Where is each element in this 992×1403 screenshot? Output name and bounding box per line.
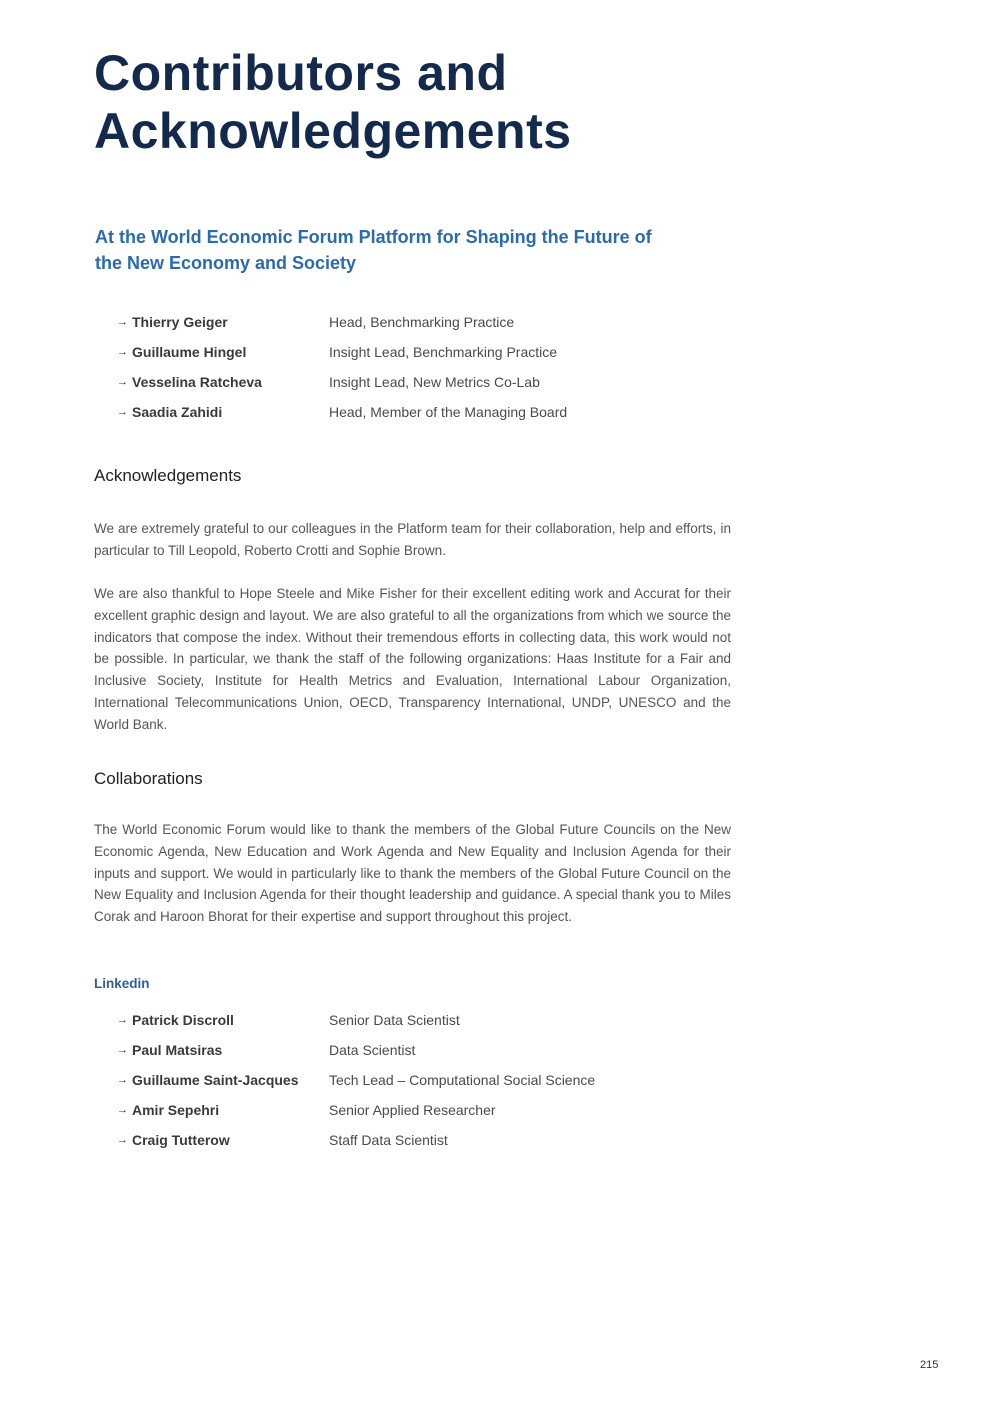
- person-role: Insight Lead, Benchmarking Practice: [329, 344, 558, 360]
- collaborations-heading: Collaborations: [94, 769, 203, 788]
- person-role: Senior Applied Researcher: [329, 1102, 496, 1118]
- arrow-icon: →: [117, 1134, 128, 1146]
- acknowledgements-paragraph: We are also thankful to Hope Steele and Mike Fisher for their excellent editing work and Accurat for their excellent graphic design and layout. We are also grateful to all the organizations from which we source the indicators that compose the index. Without their tremendous efforts in collecting data, this work would not be possible. In particular, we thank the staff of the following organizations: Haas Institute for a Fair and Inclusive Society, Institute for Health Metrics and Evaluation, International Labour Organization, International Telecommunications Union, OECD, Transparency International, UNDP, UNESCO and the World Bank.: [94, 586, 731, 732]
- linkedin-heading: Linkedin: [94, 976, 150, 991]
- person-name: Guillaume Hingel: [132, 344, 247, 360]
- arrow-icon: →: [117, 376, 128, 388]
- person-role: Tech Lead – Computational Social Science: [329, 1072, 596, 1088]
- person-name: Patrick Discroll: [132, 1012, 234, 1028]
- arrow-icon: →: [117, 1074, 128, 1086]
- person-name: Thierry Geiger: [132, 314, 228, 330]
- arrow-icon: →: [117, 1044, 128, 1056]
- collaborations-paragraph: The World Economic Forum would like to thank the members of the Global Future Councils on the New Economic Agenda, New Education and Work Agenda and New Equality and Inclusion Agenda for their inputs and support. We would in particularly like to thank the members of the Global Future Council on the New Equality and Inclusion Agenda for their thought leadership and guidance. A special thank you to Miles Corak and Haroon Bhorat for their expertise and support throughout this project.: [94, 822, 731, 925]
- person-name: Guillaume Saint-Jacques: [132, 1072, 299, 1088]
- arrow-icon: →: [117, 1104, 128, 1116]
- person-name: Craig Tutterow: [132, 1132, 230, 1148]
- person-role: Senior Data Scientist: [329, 1012, 460, 1028]
- arrow-icon: →: [117, 346, 128, 358]
- page-number: 215: [920, 1359, 939, 1371]
- person-role: Insight Lead, New Metrics Co-Lab: [329, 374, 540, 390]
- person-name: Paul Matsiras: [132, 1042, 223, 1058]
- acknowledgements-heading: Acknowledgements: [94, 466, 242, 485]
- person-role: Head, Benchmarking Practice: [329, 314, 515, 330]
- platform-heading: At the World Economic Forum Platform for Shaping the Future of the New Economy and Society: [95, 227, 652, 273]
- person-name: Vesselina Ratcheva: [132, 374, 262, 390]
- page-title: Contributors and Acknowledgements: [94, 45, 572, 159]
- arrow-icon: →: [117, 316, 128, 328]
- person-role: Head, Member of the Managing Board: [329, 404, 568, 420]
- arrow-icon: →: [117, 406, 128, 418]
- arrow-icon: →: [117, 1014, 128, 1026]
- person-name: Saadia Zahidi: [132, 404, 223, 420]
- person-role: Staff Data Scientist: [329, 1132, 448, 1148]
- acknowledgements-paragraph: We are extremely grateful to our colleagues in the Platform team for their collaboration, help and efforts, in particular to Till Leopold, Roberto Crotti and Sophie Brown.: [94, 521, 731, 558]
- person-name: Amir Sepehri: [132, 1102, 220, 1118]
- person-role: Data Scientist: [329, 1042, 416, 1058]
